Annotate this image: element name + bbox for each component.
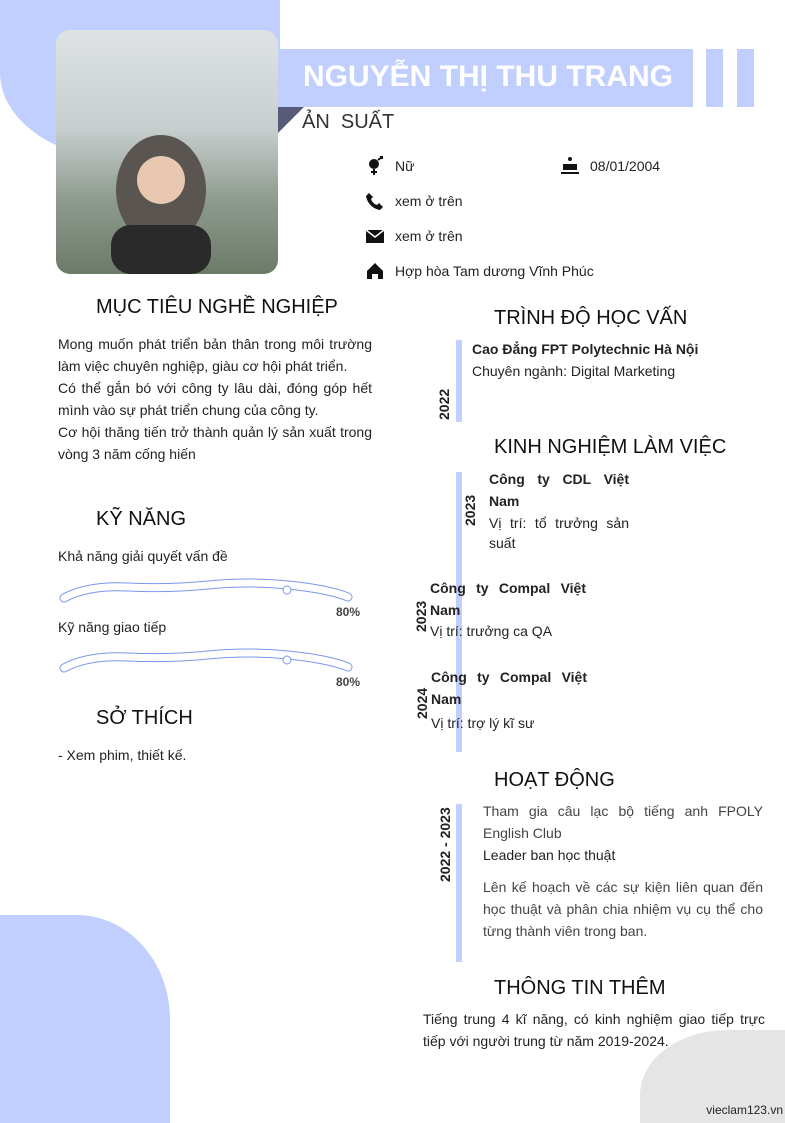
skill-percent: 80% — [336, 605, 361, 619]
skill-name: Khả năng giải quyết vấn đề — [58, 548, 228, 564]
education-heading: TRÌNH ĐỘ HỌC VẤN — [494, 307, 688, 329]
experience-company: Công ty Compal Việt Nam — [431, 669, 587, 707]
objective-heading: MỤC TIÊU NGHỀ NGHIỆP — [96, 296, 338, 318]
profile-photo — [56, 30, 278, 274]
slider-handle — [283, 586, 291, 594]
decor-triangle — [278, 107, 304, 133]
experience-position: Vị trí: trợ lý kĩ sư — [431, 715, 535, 731]
timeline-line — [456, 340, 462, 422]
skill-name: Kỹ năng giao tiếp — [58, 619, 167, 635]
email-value: xem ở trên — [395, 228, 463, 244]
birthday-value: 08/01/2004 — [590, 158, 661, 174]
watermark: vieclam123.vn — [706, 1103, 783, 1117]
experience-year: 2023 — [413, 600, 429, 632]
objective-line: Cơ hội thăng tiến trở thành quản lý sản xuất trong vòng 3 năm cống hiến — [58, 424, 372, 462]
objective-line: Có thể gắn bó với công ty lâu dài, đóng góp hết mình vào sự phát triển chung của công ty. — [58, 380, 372, 418]
job-title: ẢN SUẤT — [302, 111, 395, 133]
extra-text: Tiếng trung 4 kĩ năng, có kinh nghiệm giao tiếp trực tiếp với người trung từ năm 2019-2024. — [423, 1011, 765, 1049]
experience-company: Công ty Compal Việt Nam — [430, 580, 586, 618]
decor-blob-bottom-left — [0, 915, 170, 1123]
experience-company: Công ty CDL Việt Nam — [489, 471, 629, 509]
full-name: NGUYỄN THỊ THU TRANG — [303, 60, 673, 93]
activities-role: Leader ban học thuật — [483, 847, 616, 863]
extra-heading: THÔNG TIN THÊM — [494, 977, 666, 999]
education-school: Cao Đẳng FPT Polytechnic Hà Nội — [472, 341, 699, 357]
gender-value: Nữ — [395, 158, 415, 174]
experience-year: 2024 — [414, 687, 430, 719]
phone-row — [365, 191, 463, 211]
timeline-line — [456, 804, 462, 962]
activities-year: 2022 - 2023 — [437, 807, 453, 882]
activities-desc: Lên kế hoạch về các sự kiện liên quan đến học thuật và phân chia nhiệm vụ cụ thể cho từng thành viên trong ban. — [483, 879, 763, 939]
decor-bar — [706, 49, 723, 107]
hobbies-text: - Xem phim, thiết kế. — [58, 747, 187, 763]
address-row — [365, 261, 594, 281]
activities-org: Tham gia câu lạc bộ tiếng anh FPOLY English Club — [483, 803, 763, 841]
skill-percent: 80% — [336, 675, 361, 689]
gender-row — [365, 156, 414, 176]
hobbies-heading: SỞ THÍCH — [96, 707, 193, 729]
email-row — [365, 226, 463, 246]
phone-value: xem ở trên — [395, 193, 463, 209]
skill-slider[interactable] — [58, 575, 353, 610]
address-value: Hợp hòa Tam dương Vĩnh Phúc — [395, 263, 594, 279]
experience-year: 2023 — [462, 494, 478, 526]
home-icon — [365, 261, 385, 281]
slider-handle — [283, 656, 291, 664]
skill-slider[interactable] — [58, 645, 353, 680]
email-icon — [365, 226, 385, 246]
activities-heading: HOẠT ĐỘNG — [494, 769, 615, 791]
birthday-row — [560, 156, 660, 176]
education-year: 2022 — [436, 388, 452, 420]
experience-position: Vị trí: tổ trưởng sản suất — [489, 515, 629, 551]
skills-heading: KỸ NĂNG — [96, 508, 187, 530]
decor-bar — [737, 49, 754, 107]
gender-icon — [365, 156, 385, 176]
objective-text — [58, 333, 372, 465]
objective-line: Mong muốn phát triển bản thân trong môi trường làm việc chuyên nghiệp, giàu cơ hội phát triển. — [58, 336, 372, 374]
experience-heading: KINH NGHIỆM LÀM VIỆC — [494, 436, 727, 458]
phone-icon — [365, 191, 385, 211]
birthday-cake-icon — [560, 156, 580, 176]
education-major: Chuyên ngành: Digital Marketing — [472, 363, 676, 379]
experience-position: Vị trí: trưởng ca QA — [430, 623, 553, 639]
